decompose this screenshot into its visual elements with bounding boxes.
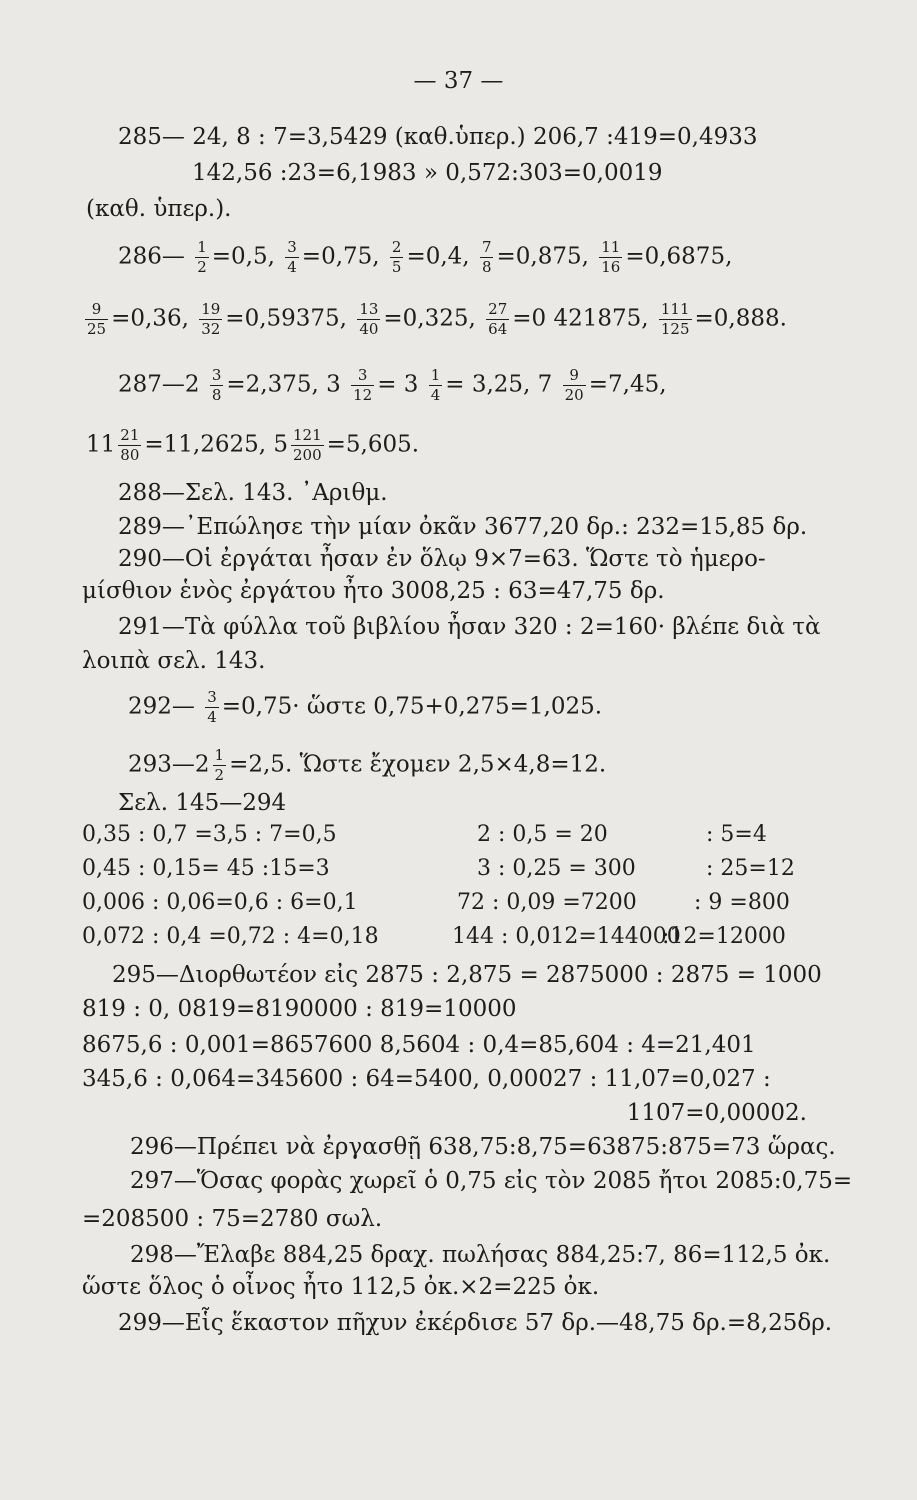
table-cell: 0,45 : 0,15= 45 :15=3	[82, 856, 330, 881]
table-cell: 3 : 0,25 = 300	[477, 856, 636, 881]
table-cell: 0,006 : 0,06=0,6 : 6=0,1	[82, 890, 358, 915]
line-288: 288—Σελ. 143. ᾿Αριθμ.	[118, 480, 388, 506]
line-295e: 1107=0,00002.	[626, 1100, 807, 1126]
fraction: $\frac{11}{16}$	[601, 238, 621, 276]
line-289: 289—᾿Επώλησε τὴν μίαν ὀκᾶν 3677,20 δρ.: 232=15,85 δρ.	[118, 514, 808, 540]
page-number: — 37 —	[413, 68, 504, 94]
table-cell: :12=12000	[662, 924, 786, 949]
line-295b: 819 : 0, 0819=8190000 : 819=10000	[82, 996, 517, 1022]
line-295c: 8675,6 : 0,001=8657600 8,5604 : 0,4=85,604 : 4=21,401	[82, 1032, 756, 1058]
division-table	[82, 822, 842, 958]
problem-label: 292—	[128, 693, 195, 720]
line-285b: 142,56 :23=6,1983 » 0,572:303=0,0019	[192, 160, 663, 186]
fraction: $\frac{111}{125}$	[660, 300, 690, 338]
line-285c: (καθ. ὑπερ.).	[86, 196, 232, 222]
line-290b: μίσθιον ἑνὸς ἐργάτου ἦτο 3008,25 : 63=47,75 δρ.	[82, 578, 665, 604]
fraction: $\frac{13}{40}$	[359, 300, 379, 338]
line-296: 296—Πρέπει νὰ ἐργασθῇ 638,75:8,75=63875:875=73 ὥρας.	[130, 1134, 836, 1160]
table-row	[82, 822, 842, 856]
line-285a: 285— 24, 8 : 7=3,5429 (καθ.ὑπερ.) 206,7 :419=0,4933	[118, 124, 758, 150]
line-295a: 295—Διορθωτέον εἰς 2875 : 2,875 = 2875000 : 2875 = 1000	[112, 962, 822, 988]
line-294-heading: Σελ. 145—294	[118, 790, 287, 816]
line-291a: 291—Τὰ φύλλα τοῦ βιβλίου ἦσαν 320 : 2=160· βλέπε διὰ τὰ	[118, 614, 821, 640]
fraction: $\frac{1}{2}$	[214, 746, 225, 784]
fraction: $\frac{3}{4}$	[287, 238, 297, 276]
fraction: $\frac{3}{4}$	[207, 688, 217, 726]
line-290a: 290—Οἱ ἐργάται ἦσαν ἐν ὅλῳ 9×7=63. Ὥστε τὸ ἡμερο-	[118, 546, 766, 572]
line-293: 293—2 $\frac{1}{2}$ =2,5. Ὥστε ἔχομεν 2,5×4,8=12.	[128, 746, 607, 784]
problem-label: 293—2	[128, 751, 210, 778]
line-286a: 286— $\frac{1}{2}$ =0,5, $\frac{3}{4}$ =0,75, $\frac{2}{5}$ =0,4, $\frac{7}{8}$ =0,875, $\frac{11}{16}$ =0,6875,	[118, 238, 733, 276]
fraction: $\frac{3}{8}$	[211, 366, 222, 404]
line-297b: =208500 : 75=2780 σωλ.	[82, 1206, 383, 1232]
fraction: $\frac{21}{80}$	[120, 426, 140, 464]
line-291b: λοιπὰ σελ. 143.	[82, 648, 266, 674]
table-cell: 2 : 0,5 = 20	[477, 822, 608, 847]
table-row	[82, 890, 842, 924]
fraction: $\frac{9}{25}$	[87, 300, 107, 338]
line-295d: 345,6 : 0,064=345600 : 64=5400, 0,00027 : 11,07=0,027 :	[82, 1066, 771, 1092]
line-292: 292— $\frac{3}{4}$ =0,75· ὥστε 0,75+0,275=1,025.	[128, 688, 603, 726]
table-row	[82, 924, 842, 958]
line-298a: 298—Ἔλαβε 884,25 δραχ. πωλήσας 884,25:7, 86=112,5 ὀκ.	[130, 1242, 831, 1268]
fraction: $\frac{2}{5}$	[391, 238, 402, 276]
problem-label: 287—2	[118, 371, 200, 398]
fraction: $\frac{7}{8}$	[481, 238, 492, 276]
line-287b: 11 $\frac{21}{80}$ =11,2625, 5 $\frac{121}{200}$ =5,605.	[86, 426, 420, 464]
fraction: $\frac{1}{2}$	[197, 238, 207, 276]
fraction: $\frac{19}{32}$	[201, 300, 221, 338]
table-cell: 0,35 : 0,7 =3,5 : 7=0,5	[82, 822, 337, 847]
line-298b: ὥστε ὅλος ὁ οἶνος ἦτο 112,5 ὀκ.×2=225 ὀκ.	[82, 1274, 600, 1300]
line-297a: 297—Ὅσας φορὰς χωρεῖ ὁ 0,75 εἰς τὸν 2085 ἤτοι 2085:0,75=	[130, 1168, 853, 1194]
line-299: 299—Εἷς ἕκαστον πῆχυν ἐκέρδισε 57 δρ.—48,75 δρ.=8,25δρ.	[118, 1310, 833, 1336]
line-286b: $\frac{9}{25}$ =0,36, $\frac{19}{32}$ =0,59375, $\frac{13}{40}$ =0,325, $\frac{27}{64}$ =0 421875, $\frac{111}{125}$ =0,888.	[87, 300, 787, 338]
fraction: $\frac{9}{20}$	[564, 366, 584, 404]
table-cell: 72 : 0,09 =7200	[457, 890, 637, 915]
table-cell: : 5=4	[706, 822, 767, 847]
problem-label: 286—	[118, 243, 185, 270]
line-287a: 287—2 $\frac{3}{8}$ =2,375, 3 $\frac{3}{12}$ = 3 $\frac{1}{4}$ = 3,25, 7 $\frac{9}{20}$ =7,45,	[118, 366, 667, 404]
table-cell: : 9 =800	[694, 890, 790, 915]
fraction: $\frac{1}{4}$	[430, 366, 441, 404]
table-cell: 144 : 0,012=144000	[452, 924, 681, 949]
table-cell: : 25=12	[706, 856, 795, 881]
table-row	[82, 856, 842, 890]
fraction: $\frac{3}{12}$	[353, 366, 373, 404]
fraction: $\frac{27}{64}$	[488, 300, 508, 338]
table-cell: 0,072 : 0,4 =0,72 : 4=0,18	[82, 924, 379, 949]
fraction: $\frac{121}{200}$	[293, 426, 322, 464]
